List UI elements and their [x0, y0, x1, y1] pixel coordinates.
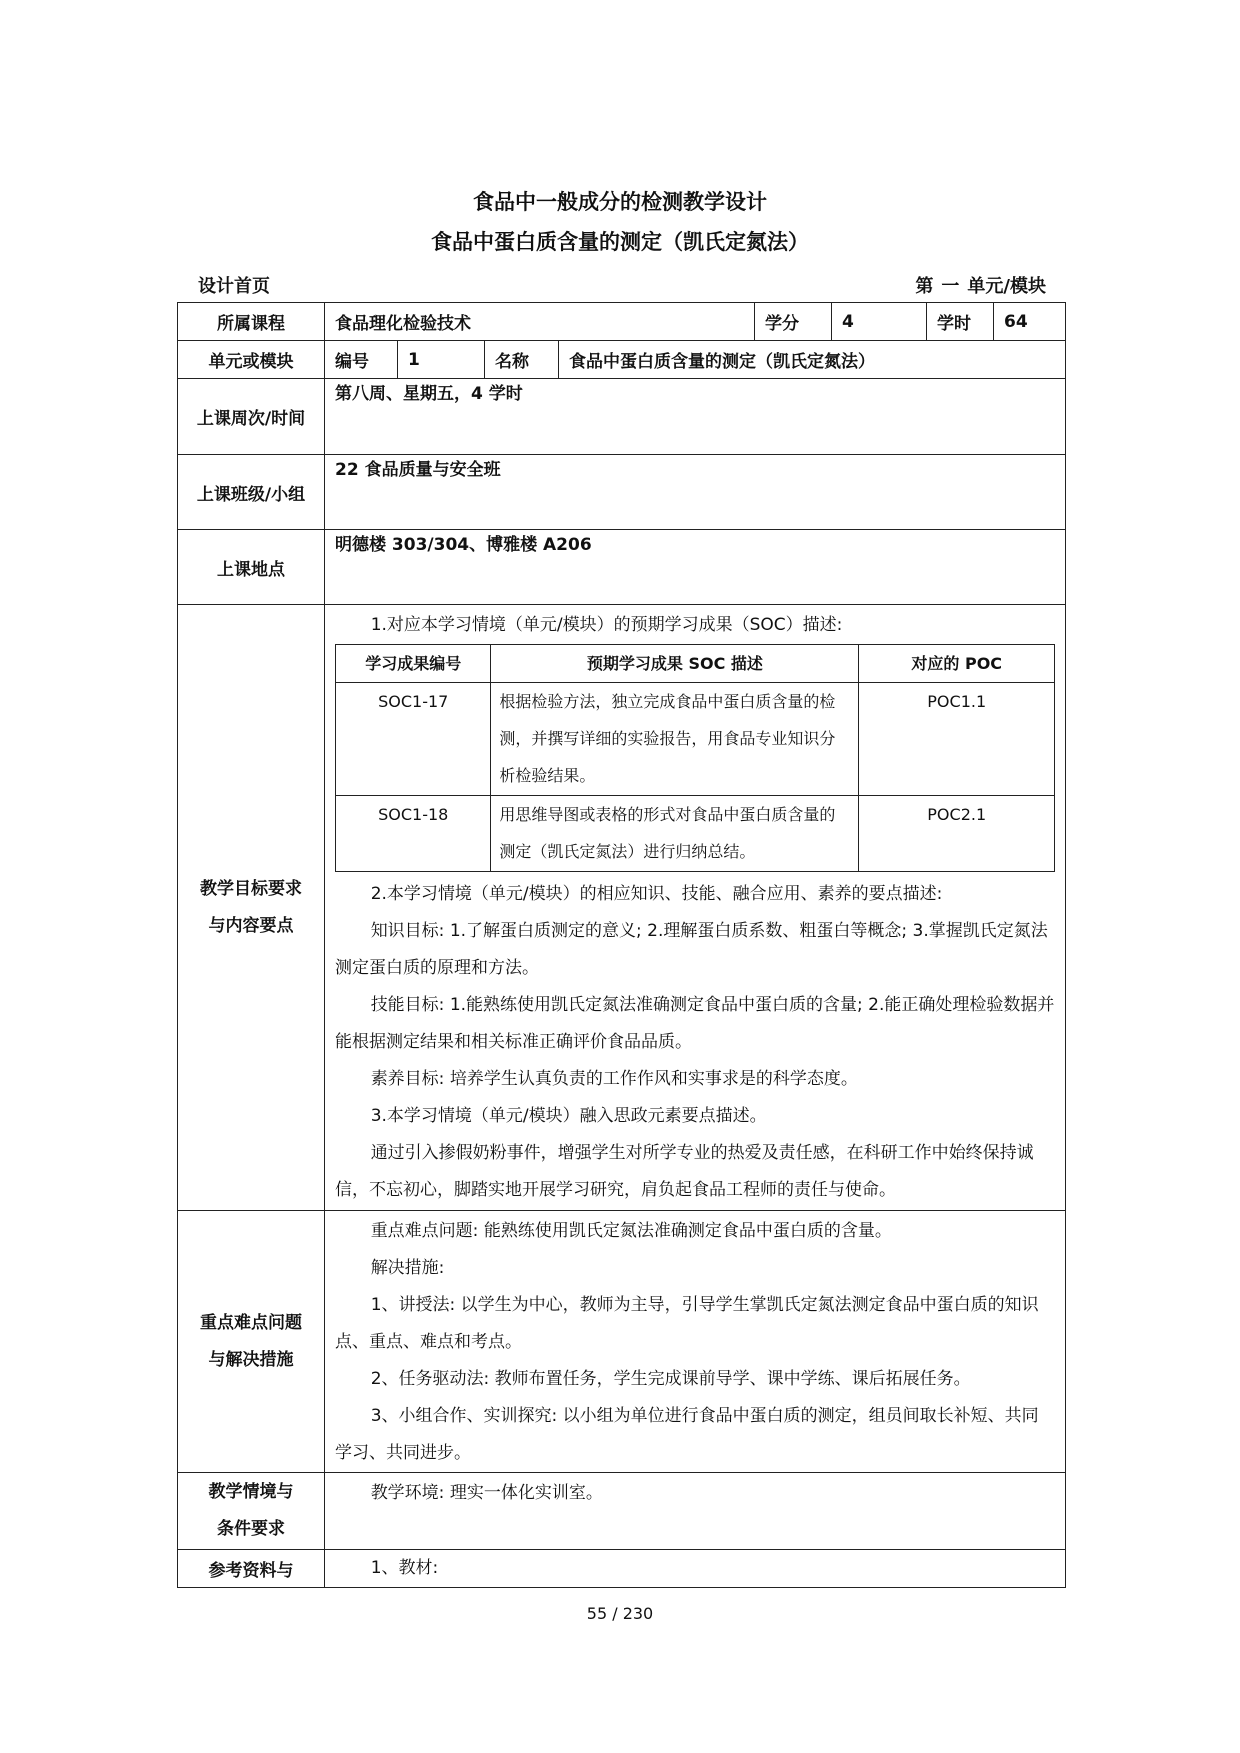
design-table	[177, 302, 1066, 1588]
unit-label: 单元或模块	[178, 341, 325, 379]
key-points-content	[325, 1211, 1066, 1473]
ideology-intro: 3.本学习情境（单元/模块）融入思政元素要点描述。	[370, 1106, 767, 1126]
class-value: 22 食品质量与安全班	[325, 455, 1066, 530]
soc-id: SOC1-17	[336, 683, 491, 796]
credit-label: 学分	[755, 303, 832, 341]
row-environment	[178, 1473, 1066, 1550]
references-label: 参考资料与	[178, 1550, 325, 1588]
row-objectives	[178, 605, 1066, 1211]
objectives-label-line1: 教学目标要求	[200, 878, 302, 899]
row-unit	[178, 341, 1066, 379]
soc-id: SOC1-18	[336, 796, 491, 872]
unit-name-value: 食品中蛋白质含量的测定（凯氏定氮法）	[559, 341, 1066, 379]
row-location	[178, 530, 1066, 605]
location-value: 明德楼 303/304、博雅楼 A206	[325, 530, 1066, 605]
knowledge-intro: 2.本学习情境（单元/模块）的相应知识、技能、融合应用、素养的要点描述:	[370, 884, 943, 904]
environment-label-line2: 条件要求	[217, 1519, 285, 1539]
references-value: 1、教材:	[370, 1558, 439, 1578]
soc-header-id: 学习成果编号	[336, 645, 491, 683]
unit-number: 一	[941, 276, 960, 297]
key-points-label-line1: 重点难点问题	[200, 1312, 302, 1333]
soc-row	[336, 683, 1055, 796]
row-class	[178, 455, 1066, 530]
course-label: 所属课程	[178, 303, 325, 341]
knowledge-goal: 知识目标: 1.了解蛋白质测定的意义; 2.理解蛋白质系数、粗蛋白等概念; 3.掌握凯氏定氮法测定蛋白质的原理和方法。	[335, 921, 1048, 978]
environment-label-line1: 教学情境与	[208, 1482, 294, 1502]
environment-content	[325, 1473, 1066, 1550]
unit-number-label: 编号	[325, 341, 398, 379]
key-points-label	[178, 1211, 325, 1473]
key-points-label-line2: 与解决措施	[208, 1349, 294, 1370]
design-home-label: 设计首页	[198, 276, 270, 297]
soc-header-poc: 对应的 POC	[859, 645, 1055, 683]
row-course	[178, 303, 1066, 341]
key-point-line: 3、小组合作、实训探究: 以小组为单位进行食品中蛋白质的测定，组员间取长补短、共同学习、共同进步。	[335, 1406, 1039, 1463]
soc-intro: 1.对应本学习情境（单元/模块）的预期学习成果（SOC）描述:	[370, 615, 843, 635]
schedule-value: 第八周、星期五，4 学时	[325, 379, 1066, 455]
soc-header-row	[336, 645, 1055, 683]
unit-suffix: 单元/模块	[967, 276, 1046, 297]
hours-value: 64	[994, 303, 1066, 341]
unit-number-value: 1	[398, 341, 485, 379]
row-schedule	[178, 379, 1066, 455]
soc-row	[336, 796, 1055, 872]
skill-goal: 技能目标: 1.能熟练使用凯氏定氮法准确测定食品中蛋白质的含量; 2.能正确处理检验数据并能根据测定结果和相关标准正确评价食品品质。	[335, 995, 1055, 1052]
row-key-points	[178, 1211, 1066, 1473]
row-references	[178, 1550, 1066, 1588]
key-point-line: 解决措施:	[370, 1258, 445, 1278]
document-subtitle: 食品中蛋白质含量的测定（凯氏定氮法）	[431, 230, 809, 254]
ideology-text: 通过引入掺假奶粉事件，增强学生对所学专业的热爱及责任感，在科研工作中始终保持诚信，不忘初心，脚踏实地开展学习研究，肩负起食品工程师的责任与使命。	[335, 1143, 1034, 1200]
soc-header-desc: 预期学习成果 SOC 描述	[491, 645, 859, 683]
soc-desc: 根据检验方法，独立完成食品中蛋白质含量的检测，并撰写详细的实验报告，用食品专业知识分析检验结果。	[491, 683, 859, 796]
soc-desc: 用思维导图或表格的形式对食品中蛋白质含量的测定（凯氏定氮法）进行归纳总结。	[491, 796, 859, 872]
course-value: 食品理化检验技术	[325, 303, 755, 341]
class-label: 上课班级/小组	[178, 455, 325, 530]
soc-poc: POC2.1	[859, 796, 1055, 872]
objectives-label-line2: 与内容要点	[208, 915, 294, 936]
hours-label: 学时	[927, 303, 994, 341]
unit-indicator	[907, 272, 1046, 298]
key-point-line: 2、任务驱动法: 教师布置任务，学生完成课前导学、课中学练、课后拓展任务。	[370, 1369, 971, 1389]
objectives-label	[178, 605, 325, 1211]
key-point-line: 1、讲授法: 以学生为中心，教师为主导，引导学生掌凯氏定氮法测定食品中蛋白质的知识点、重点、难点和考点。	[335, 1295, 1039, 1352]
soc-poc: POC1.1	[859, 683, 1055, 796]
environment-value: 教学环境: 理实一体化实训室。	[370, 1483, 603, 1503]
unit-prefix: 第	[915, 276, 934, 297]
page-number: 55 / 230	[586, 1604, 654, 1623]
objectives-content	[325, 605, 1066, 1211]
soc-table	[335, 644, 1055, 872]
schedule-label: 上课周次/时间	[178, 379, 325, 455]
environment-label	[178, 1473, 325, 1550]
document-title: 食品中一般成分的检测教学设计	[473, 190, 767, 214]
location-label: 上课地点	[178, 530, 325, 605]
references-content	[325, 1550, 1066, 1588]
unit-name-label: 名称	[485, 341, 559, 379]
credit-value: 4	[832, 303, 927, 341]
quality-goal: 素养目标: 培养学生认真负责的工作作风和实事求是的科学态度。	[370, 1069, 858, 1089]
key-point-line: 重点难点问题: 能熟练使用凯氏定氮法准确测定食品中蛋白质的含量。	[370, 1221, 892, 1241]
